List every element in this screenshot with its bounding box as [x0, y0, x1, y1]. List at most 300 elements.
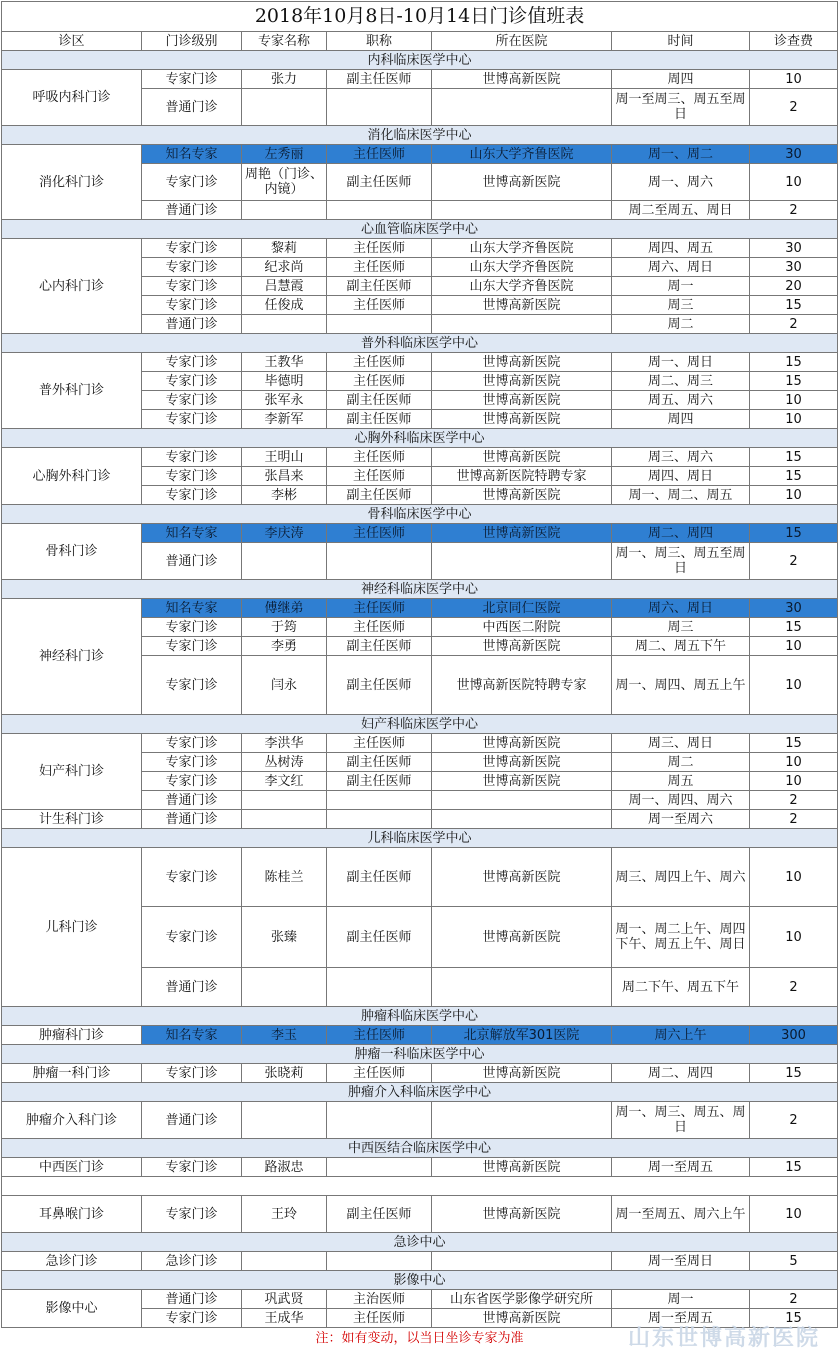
hospital-cell: 世博高新医院 [432, 1064, 612, 1083]
time-cell: 周二至周五、周日 [612, 201, 750, 220]
dept-cell: 肿瘤一科门诊 [2, 1064, 142, 1083]
hospital-cell: 世博高新医院 [432, 391, 612, 410]
time-cell: 周一、周四、周六 [612, 791, 750, 810]
doctor-cell: 路淑忠 [242, 1158, 327, 1177]
doctor-cell: 李文红 [242, 772, 327, 791]
time-cell: 周三、周日 [612, 734, 750, 753]
level-cell: 专家门诊 [142, 467, 242, 486]
doctor-cell: 张昌来 [242, 467, 327, 486]
hospital-cell [432, 315, 612, 334]
section-title: 影像中心 [2, 1271, 838, 1290]
time-cell: 周四 [612, 70, 750, 89]
doctor-cell [242, 89, 327, 126]
hospital-cell: 世博高新医院 [432, 164, 612, 201]
fee-cell: 15 [750, 1309, 838, 1328]
level-cell: 专家门诊 [142, 734, 242, 753]
dept-cell: 中西医门诊 [2, 1158, 142, 1177]
level-cell: 专家门诊 [142, 372, 242, 391]
doctor-cell: 王教华 [242, 353, 327, 372]
time-cell: 周二、周四 [612, 1064, 750, 1083]
title-cell: 主任医师 [327, 599, 432, 618]
time-cell: 周一、周四、周五上午 [612, 656, 750, 715]
section-title: 消化临床医学中心 [2, 126, 838, 145]
section-header [2, 126, 838, 145]
title-cell: 主任医师 [327, 448, 432, 467]
hospital-cell: 世博高新医院 [432, 772, 612, 791]
section-title: 骨科临床医学中心 [2, 505, 838, 524]
fee-cell: 2 [750, 1290, 838, 1309]
table-row [2, 734, 838, 753]
doctor-cell: 张军永 [242, 391, 327, 410]
level-cell: 专家门诊 [142, 1064, 242, 1083]
hospital-cell: 世博高新医院特聘专家 [432, 467, 612, 486]
title-cell: 主任医师 [327, 524, 432, 543]
level-cell: 知名专家 [142, 599, 242, 618]
fee-cell: 10 [750, 907, 838, 968]
watermark-logo: 山东世博高新医院 [627, 1326, 820, 1351]
level-cell: 专家门诊 [142, 486, 242, 505]
hospital-cell [432, 1102, 612, 1139]
hospital-cell: 山东大学齐鲁医院 [432, 277, 612, 296]
table-row [2, 70, 838, 89]
time-cell: 周四 [612, 410, 750, 429]
section-header [2, 1007, 838, 1026]
time-cell: 周三 [612, 296, 750, 315]
doctor-cell: 李彬 [242, 486, 327, 505]
spacer-row [2, 1177, 838, 1196]
hospital-cell: 世博高新医院 [432, 448, 612, 467]
table-row [2, 353, 838, 372]
hospital-cell [432, 543, 612, 580]
fee-cell: 10 [750, 486, 838, 505]
footnote: 注：如有变动，以当日坐诊专家为准 [315, 1330, 524, 1346]
title-cell [327, 543, 432, 580]
hospital-cell [432, 201, 612, 220]
title-cell [327, 1252, 432, 1271]
level-cell: 普通门诊 [142, 201, 242, 220]
fee-cell: 2 [750, 201, 838, 220]
doctor-cell: 王明山 [242, 448, 327, 467]
doctor-cell [242, 1252, 327, 1271]
title-cell: 副主任医师 [327, 486, 432, 505]
section-header [2, 334, 838, 353]
title-cell: 主任医师 [327, 1064, 432, 1083]
level-cell: 专家门诊 [142, 353, 242, 372]
dept-cell: 普外科门诊 [2, 353, 142, 429]
hospital-cell: 北京同仁医院 [432, 599, 612, 618]
doctor-cell: 闫永 [242, 656, 327, 715]
section-header [2, 1045, 838, 1064]
time-cell: 周一、周日 [612, 353, 750, 372]
hospital-cell [432, 791, 612, 810]
fee-cell: 15 [750, 618, 838, 637]
section-header [2, 1139, 838, 1158]
doctor-cell: 黎莉 [242, 239, 327, 258]
table-row [2, 448, 838, 467]
doctor-cell: 王成华 [242, 1309, 327, 1328]
section-title: 妇产科临床医学中心 [2, 715, 838, 734]
header-level: 门诊级别 [142, 32, 242, 51]
level-cell: 普通门诊 [142, 315, 242, 334]
hospital-cell: 世博高新医院 [432, 1309, 612, 1328]
time-cell: 周三、周四上午、周六 [612, 848, 750, 907]
title-cell: 主任医师 [327, 239, 432, 258]
fee-cell: 2 [750, 315, 838, 334]
fee-cell: 10 [750, 753, 838, 772]
section-header [2, 1233, 838, 1252]
doctor-cell [242, 543, 327, 580]
level-cell: 专家门诊 [142, 618, 242, 637]
time-cell: 周一、周二 [612, 145, 750, 164]
title-cell: 副主任医师 [327, 70, 432, 89]
hospital-cell [432, 1252, 612, 1271]
fee-cell: 15 [750, 467, 838, 486]
title-cell: 主任医师 [327, 372, 432, 391]
time-cell: 周一、周三、周五至周日 [612, 543, 750, 580]
hospital-cell: 山东大学齐鲁医院 [432, 145, 612, 164]
table-row [2, 1102, 838, 1139]
doctor-cell: 李玉 [242, 1026, 327, 1045]
fee-cell: 5 [750, 1252, 838, 1271]
time-cell: 周一、周六 [612, 164, 750, 201]
table-row [2, 1196, 838, 1233]
time-cell: 周一至周五 [612, 1158, 750, 1177]
fee-cell: 10 [750, 164, 838, 201]
section-title: 中西医结合临床医学中心 [2, 1139, 838, 1158]
fee-cell: 30 [750, 239, 838, 258]
doctor-cell: 任俊成 [242, 296, 327, 315]
title-cell: 副主任医师 [327, 848, 432, 907]
fee-cell: 2 [750, 791, 838, 810]
title-cell: 主任医师 [327, 467, 432, 486]
time-cell: 周一至周六 [612, 810, 750, 829]
fee-cell: 300 [750, 1026, 838, 1045]
table-row [2, 1252, 838, 1271]
hospital-cell: 北京解放军301医院 [432, 1026, 612, 1045]
level-cell: 知名专家 [142, 1026, 242, 1045]
fee-cell: 10 [750, 391, 838, 410]
table-row [2, 599, 838, 618]
time-cell: 周二、周四 [612, 524, 750, 543]
hospital-cell [432, 968, 612, 1007]
time-cell: 周四、周五 [612, 239, 750, 258]
title-cell: 主治医师 [327, 1290, 432, 1309]
hospital-cell: 世博高新医院 [432, 486, 612, 505]
hospital-cell: 世博高新医院 [432, 410, 612, 429]
time-cell: 周六、周日 [612, 258, 750, 277]
hospital-cell: 世博高新医院 [432, 637, 612, 656]
doctor-cell: 丛树涛 [242, 753, 327, 772]
fee-cell: 2 [750, 810, 838, 829]
title-cell: 主任医师 [327, 618, 432, 637]
dept-cell: 呼吸内科门诊 [2, 70, 142, 126]
fee-cell: 15 [750, 524, 838, 543]
table-row [2, 1064, 838, 1083]
level-cell: 专家门诊 [142, 296, 242, 315]
header-time: 时间 [612, 32, 750, 51]
hospital-cell: 山东省医学影像学研究所 [432, 1290, 612, 1309]
doctor-cell: 傅继弟 [242, 599, 327, 618]
title-cell [327, 968, 432, 1007]
hospital-cell: 中西医二附院 [432, 618, 612, 637]
time-cell: 周二下午、周五下午 [612, 968, 750, 1007]
section-header [2, 220, 838, 239]
fee-cell: 10 [750, 772, 838, 791]
fee-cell: 10 [750, 1196, 838, 1233]
title-cell: 副主任医师 [327, 410, 432, 429]
time-cell: 周六、周日 [612, 599, 750, 618]
time-cell: 周一至周三、周五至周日 [612, 89, 750, 126]
section-title: 急诊中心 [2, 1233, 838, 1252]
time-cell: 周一、周三、周五、周日 [612, 1102, 750, 1139]
doctor-cell: 张力 [242, 70, 327, 89]
section-title: 儿科临床医学中心 [2, 829, 838, 848]
doctor-cell: 周艳（门诊、内镜） [242, 164, 327, 201]
hospital-cell: 山东大学齐鲁医院 [432, 239, 612, 258]
hospital-cell: 山东大学齐鲁医院 [432, 258, 612, 277]
section-title: 内科临床医学中心 [2, 51, 838, 70]
time-cell: 周三 [612, 618, 750, 637]
level-cell: 专家门诊 [142, 70, 242, 89]
time-cell: 周一至周五 [612, 1309, 750, 1328]
doctor-cell: 于筠 [242, 618, 327, 637]
fee-cell: 2 [750, 1102, 838, 1139]
doctor-cell [242, 791, 327, 810]
hospital-cell: 世博高新医院 [432, 296, 612, 315]
header-row [2, 32, 838, 51]
hospital-cell: 世博高新医院特聘专家 [432, 656, 612, 715]
section-title: 肿瘤介入科临床医学中心 [2, 1083, 838, 1102]
section-header [2, 1083, 838, 1102]
doctor-cell [242, 1102, 327, 1139]
time-cell: 周一 [612, 277, 750, 296]
time-cell: 周一、周二上午、周四下午、周五上午、周日 [612, 907, 750, 968]
dept-cell: 计生科门诊 [2, 810, 142, 829]
level-cell: 知名专家 [142, 145, 242, 164]
hospital-cell [432, 810, 612, 829]
title-cell: 主任医师 [327, 1309, 432, 1328]
doctor-cell: 吕慧霞 [242, 277, 327, 296]
time-cell: 周二 [612, 753, 750, 772]
hospital-cell: 世博高新医院 [432, 1196, 612, 1233]
time-cell: 周三、周六 [612, 448, 750, 467]
dept-cell: 心胸外科门诊 [2, 448, 142, 505]
time-cell: 周五、周六 [612, 391, 750, 410]
time-cell: 周五 [612, 772, 750, 791]
title-cell [327, 89, 432, 126]
section-header [2, 1271, 838, 1290]
fee-cell: 10 [750, 848, 838, 907]
fee-cell: 15 [750, 734, 838, 753]
doctor-cell [242, 201, 327, 220]
hospital-cell: 世博高新医院 [432, 848, 612, 907]
level-cell: 专家门诊 [142, 277, 242, 296]
title-cell: 副主任医师 [327, 391, 432, 410]
table-row [2, 810, 838, 829]
level-cell: 专家门诊 [142, 448, 242, 467]
title-cell: 副主任医师 [327, 277, 432, 296]
time-cell: 周二 [612, 315, 750, 334]
hospital-cell: 世博高新医院 [432, 753, 612, 772]
time-cell: 周二、周三 [612, 372, 750, 391]
dept-cell: 妇产科门诊 [2, 734, 142, 810]
level-cell: 普通门诊 [142, 968, 242, 1007]
fee-cell: 10 [750, 70, 838, 89]
doctor-cell: 王玲 [242, 1196, 327, 1233]
level-cell: 专家门诊 [142, 637, 242, 656]
title-cell: 副主任医师 [327, 656, 432, 715]
section-header [2, 429, 838, 448]
dept-cell: 消化科门诊 [2, 145, 142, 220]
dept-cell: 肿瘤科门诊 [2, 1026, 142, 1045]
dept-cell: 骨科门诊 [2, 524, 142, 580]
title-cell: 主任医师 [327, 296, 432, 315]
dept-cell: 影像中心 [2, 1290, 142, 1328]
level-cell: 专家门诊 [142, 164, 242, 201]
fee-cell: 15 [750, 448, 838, 467]
hospital-cell: 世博高新医院 [432, 907, 612, 968]
schedule-table [1, 1, 838, 1348]
time-cell: 周一至周五、周六上午 [612, 1196, 750, 1233]
title-cell [327, 810, 432, 829]
doctor-cell: 左秀丽 [242, 145, 327, 164]
time-cell: 周二、周五下午 [612, 637, 750, 656]
dept-cell: 儿科门诊 [2, 848, 142, 1007]
section-title: 神经科临床医学中心 [2, 580, 838, 599]
title-cell [327, 315, 432, 334]
title-cell: 副主任医师 [327, 164, 432, 201]
title-cell [327, 791, 432, 810]
doctor-cell [242, 315, 327, 334]
table-row [2, 524, 838, 543]
doctor-cell: 陈桂兰 [242, 848, 327, 907]
hospital-cell: 世博高新医院 [432, 734, 612, 753]
doctor-cell: 张臻 [242, 907, 327, 968]
title-cell: 主任医师 [327, 258, 432, 277]
time-cell: 周六上午 [612, 1026, 750, 1045]
hospital-cell: 世博高新医院 [432, 372, 612, 391]
fee-cell: 10 [750, 410, 838, 429]
hospital-cell [432, 89, 612, 126]
table-row [2, 1290, 838, 1309]
level-cell: 普通门诊 [142, 1102, 242, 1139]
dept-cell: 肿瘤介入科门诊 [2, 1102, 142, 1139]
header-doctor: 专家名称 [242, 32, 327, 51]
title-cell: 副主任医师 [327, 1196, 432, 1233]
dept-cell: 心内科门诊 [2, 239, 142, 334]
section-title: 肿瘤科临床医学中心 [2, 1007, 838, 1026]
level-cell: 普通门诊 [142, 89, 242, 126]
section-header [2, 715, 838, 734]
level-cell: 专家门诊 [142, 410, 242, 429]
header-hospital: 所在医院 [432, 32, 612, 51]
level-cell: 普通门诊 [142, 810, 242, 829]
level-cell: 普通门诊 [142, 1290, 242, 1309]
section-header [2, 51, 838, 70]
doctor-cell: 李庆涛 [242, 524, 327, 543]
level-cell: 专家门诊 [142, 656, 242, 715]
level-cell: 知名专家 [142, 524, 242, 543]
dept-cell: 神经科门诊 [2, 599, 142, 715]
level-cell: 专家门诊 [142, 1196, 242, 1233]
section-header [2, 580, 838, 599]
section-title: 心血管临床医学中心 [2, 220, 838, 239]
table-row [2, 848, 838, 907]
fee-cell: 15 [750, 372, 838, 391]
title-cell: 主任医师 [327, 145, 432, 164]
time-cell: 周一至周日 [612, 1252, 750, 1271]
doctor-cell: 纪求尚 [242, 258, 327, 277]
section-title: 普外科临床医学中心 [2, 334, 838, 353]
fee-cell: 20 [750, 277, 838, 296]
fee-cell: 2 [750, 89, 838, 126]
level-cell: 专家门诊 [142, 1158, 242, 1177]
title-cell [327, 201, 432, 220]
hospital-cell: 世博高新医院 [432, 524, 612, 543]
section-header [2, 829, 838, 848]
title-cell: 副主任医师 [327, 637, 432, 656]
fee-cell: 15 [750, 1158, 838, 1177]
level-cell: 专家门诊 [142, 391, 242, 410]
doctor-cell [242, 810, 327, 829]
fee-cell: 10 [750, 637, 838, 656]
table-row [2, 239, 838, 258]
title-cell: 副主任医师 [327, 772, 432, 791]
table-row [2, 1026, 838, 1045]
hospital-cell: 世博高新医院 [432, 353, 612, 372]
page-title: 2018年10月8日-10月14日门诊值班表 [2, 2, 838, 32]
doctor-cell: 张晓莉 [242, 1064, 327, 1083]
level-cell: 专家门诊 [142, 907, 242, 968]
doctor-cell: 李新军 [242, 410, 327, 429]
dept-cell: 耳鼻喉门诊 [2, 1196, 142, 1233]
section-header [2, 505, 838, 524]
title-cell: 主任医师 [327, 1026, 432, 1045]
fee-cell: 2 [750, 543, 838, 580]
section-title: 肿瘤一科临床医学中心 [2, 1045, 838, 1064]
table-row [2, 1158, 838, 1177]
fee-cell: 30 [750, 258, 838, 277]
doctor-cell: 毕德明 [242, 372, 327, 391]
title-cell [327, 1158, 432, 1177]
header-zone: 诊区 [2, 32, 142, 51]
hospital-cell: 世博高新医院 [432, 70, 612, 89]
fee-cell: 15 [750, 1064, 838, 1083]
section-title: 心胸外科临床医学中心 [2, 429, 838, 448]
header-fee: 诊查费 [750, 32, 838, 51]
fee-cell: 30 [750, 599, 838, 618]
level-cell: 专家门诊 [142, 239, 242, 258]
level-cell: 专家门诊 [142, 1309, 242, 1328]
title-cell: 主任医师 [327, 353, 432, 372]
level-cell: 普通门诊 [142, 543, 242, 580]
level-cell: 专家门诊 [142, 753, 242, 772]
level-cell: 专家门诊 [142, 848, 242, 907]
doctor-cell: 李洪华 [242, 734, 327, 753]
spacer-cell [2, 1177, 838, 1196]
header-title: 职称 [327, 32, 432, 51]
doctor-cell [242, 968, 327, 1007]
fee-cell: 15 [750, 353, 838, 372]
fee-cell: 15 [750, 296, 838, 315]
level-cell: 专家门诊 [142, 258, 242, 277]
hospital-cell: 世博高新医院 [432, 1158, 612, 1177]
doctor-cell: 巩武贤 [242, 1290, 327, 1309]
title-cell: 主任医师 [327, 734, 432, 753]
level-cell: 急诊门诊 [142, 1252, 242, 1271]
title-cell [327, 1102, 432, 1139]
fee-cell: 10 [750, 656, 838, 715]
